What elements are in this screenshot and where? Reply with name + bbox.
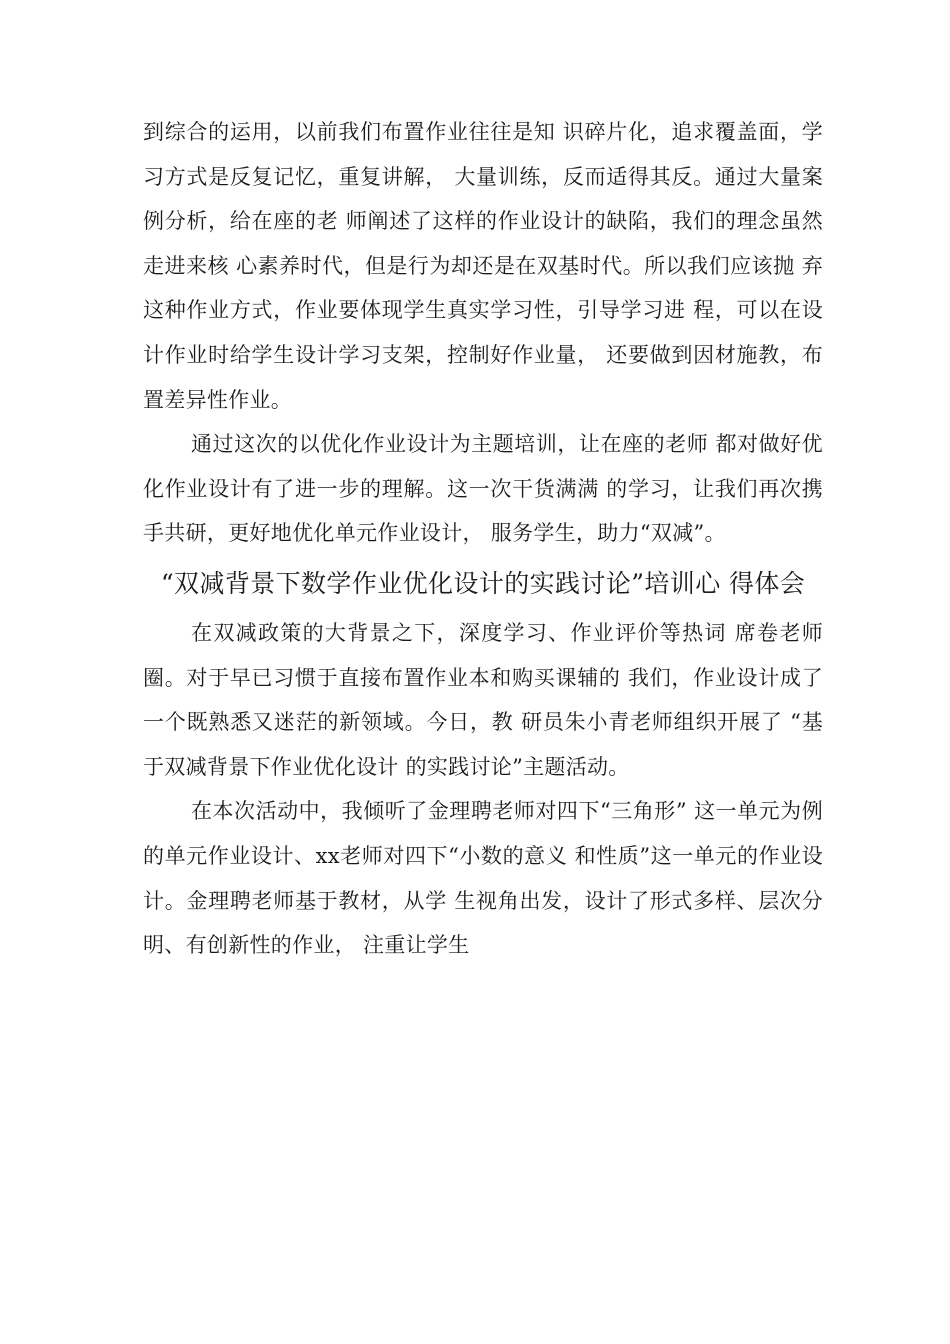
- section-heading: “双减背景下数学作业优化设计的实践讨论”培训心 得体会: [160, 568, 806, 598]
- paragraph-continued: 到综合的运用，以前我们布置作业往往是知 识碎片化，追求覆盖面，学习方式是反复记忆，重复讲解， 大量训练，反而适得其反。通过大量案例分析，给在座的老 师阐述了这样的作业设计的缺陷，我们的理念虽然走进来核 心素养时代，但是行为却还是在双基时代。所以我们应该抛 弃这种作业方式，作业要体现学生真实学习性，引导学习进 程，可以在设计作业时给学生设计学习支架，控制好作业量， 还要做到因材施教，布置差异性作业。: [143, 120, 823, 412]
- paragraph-activity: 在本次活动中，我倾听了金理聘老师对四下“三角形” 这一单元为例的单元作业设计、xx老师对四下“小数的意义 和性质”这一单元的作业设计。金理聘老师基于教材，从学 生视角出发，设计了形式多样、层次分明、有创新性的作业， 注重让学生: [143, 799, 823, 958]
- paragraph-intro: 在双减政策的大背景之下，深度学习、作业评价等热词 席卷老师圈。对于早已习惯于直接布置作业本和购买课辅的 我们，作业设计成了一个既熟悉又迷茫的新领域。今日，教 研员朱小青老师组织开展了 “基于双减背景下作业优化设计 的实践讨论”主题活动。: [143, 620, 823, 779]
- document-page: [143, 110, 823, 968]
- paragraph-summary: 通过这次的以优化作业设计为主题培训，让在座的老师 都对做好优化作业设计有了进一步的理解。这一次干货满满 的学习，让我们再次携手共研，更好地优化单元作业设计， 服务学生，助力“双减”。: [143, 432, 823, 546]
